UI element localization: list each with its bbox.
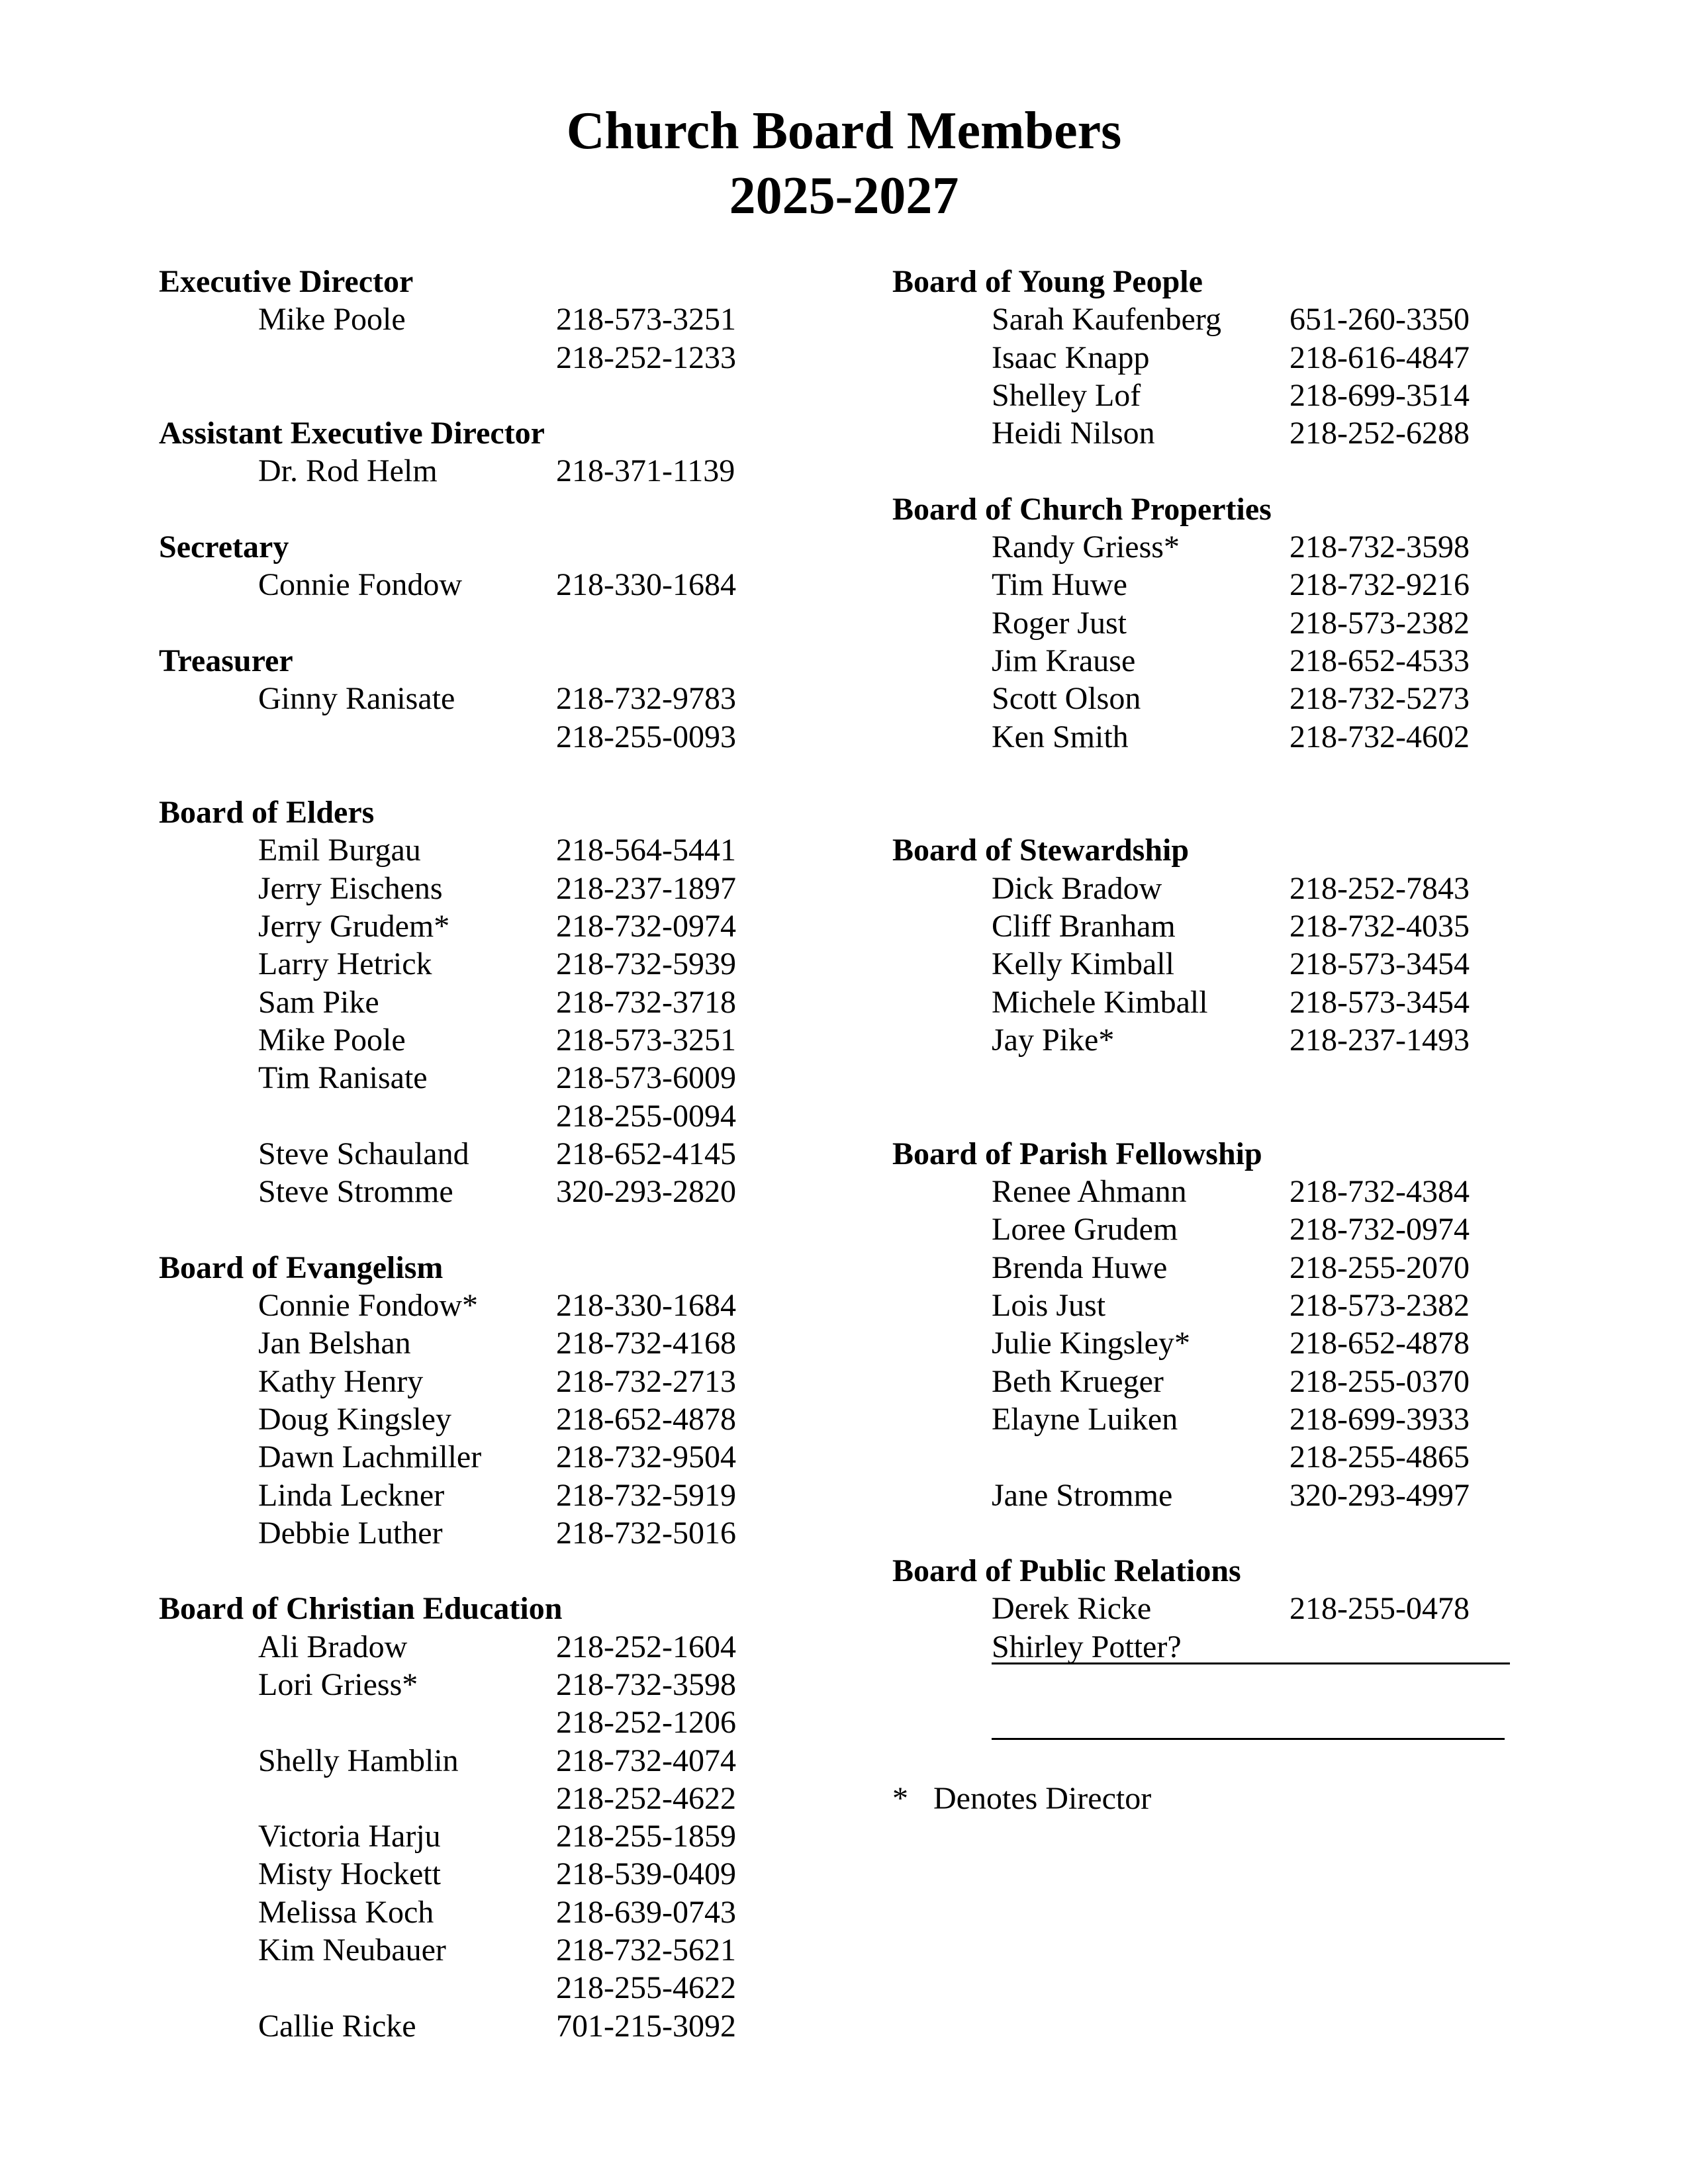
member-name: Larry Hetrick — [258, 946, 432, 982]
member-name: Mike Poole — [258, 302, 406, 338]
board-section — [892, 1552, 1554, 1666]
member-name: Isaac Knapp — [992, 340, 1150, 375]
member-row — [159, 718, 920, 756]
member-phone: 218-252-1604 — [556, 1629, 736, 1664]
board-section — [159, 794, 920, 1210]
member-row — [892, 414, 1554, 452]
member-name: Shelley Lof — [992, 377, 1141, 413]
member-phone: 218-255-4865 — [1289, 1439, 1470, 1475]
member-phone: 218-573-2382 — [1289, 605, 1470, 641]
member-phone: 218-255-0094 — [556, 1098, 736, 1134]
blank-row — [892, 1704, 1554, 1741]
left-column — [159, 263, 920, 2045]
section-spacer — [892, 756, 1554, 832]
member-name: Steve Schauland — [258, 1136, 469, 1171]
member-phone: 218-255-0370 — [1289, 1363, 1470, 1399]
member-row — [892, 907, 1554, 945]
member-name: Ken Smith — [992, 719, 1129, 754]
section-spacer — [892, 1514, 1554, 1552]
board-section — [892, 263, 1554, 452]
member-row — [159, 1363, 920, 1400]
blank-line — [992, 1738, 1505, 1740]
member-name: Tim Huwe — [992, 567, 1127, 603]
member-name: Emil Burgau — [258, 833, 421, 868]
member-row — [159, 1097, 920, 1135]
member-name: Callie Ricke — [258, 2008, 416, 2044]
member-phone: 218-652-4533 — [1289, 643, 1470, 678]
page-title — [0, 99, 1688, 228]
section-heading: Board of Stewardship — [892, 833, 1190, 868]
section-spacer — [892, 1666, 1554, 1704]
member-row — [159, 1324, 920, 1362]
section-spacer — [892, 1059, 1554, 1135]
member-phone: 218-732-5919 — [556, 1477, 736, 1513]
member-row — [159, 907, 920, 945]
member-row — [892, 983, 1554, 1021]
member-phone: 218-652-4145 — [556, 1136, 736, 1171]
member-phone: 218-255-1859 — [556, 1819, 736, 1854]
member-phone: 218-732-5273 — [1289, 681, 1470, 717]
member-phone: 218-330-1684 — [556, 1288, 736, 1324]
section-heading: Secretary — [159, 529, 289, 565]
member-row — [159, 831, 920, 869]
member-row — [892, 718, 1554, 756]
member-phone: 218-330-1684 — [556, 567, 736, 603]
member-name: Mike Poole — [258, 1022, 406, 1058]
member-phone: 218-732-0974 — [1289, 1212, 1470, 1248]
member-row — [159, 1400, 920, 1438]
member-row — [159, 452, 920, 490]
member-row — [159, 1173, 920, 1210]
member-row — [892, 377, 1554, 414]
member-row — [159, 1287, 920, 1324]
member-row — [892, 1210, 1554, 1248]
member-phone: 218-255-0093 — [556, 719, 736, 754]
section-heading: Board of Evangelism — [159, 1250, 444, 1285]
member-row — [159, 1742, 920, 1780]
member-name: Renee Ahmann — [992, 1174, 1187, 1210]
member-row — [159, 1514, 920, 1552]
member-phone: 218-573-3454 — [1289, 946, 1470, 982]
member-name: Lois Just — [992, 1288, 1106, 1324]
member-row — [892, 339, 1554, 377]
member-name: Connie Fondow — [258, 567, 463, 603]
member-row — [892, 1363, 1554, 1400]
member-row — [892, 1324, 1554, 1362]
member-phone: 218-732-4384 — [1289, 1174, 1470, 1210]
member-name: Ali Bradow — [258, 1629, 408, 1664]
member-row — [159, 1021, 920, 1059]
section-heading: Board of Church Properties — [892, 491, 1272, 527]
member-row — [159, 983, 920, 1021]
member-phone: 218-732-9783 — [556, 681, 736, 717]
member-phone: 218-252-4622 — [556, 1780, 736, 1816]
section-spacer — [159, 490, 920, 528]
member-phone: 218-699-3933 — [1289, 1401, 1470, 1437]
member-phone: 218-616-4847 — [1289, 340, 1470, 375]
member-row — [159, 566, 920, 604]
member-row — [159, 1855, 920, 1893]
member-phone: 218-732-5621 — [556, 1933, 736, 1968]
member-name: Loree Grudem — [992, 1212, 1178, 1248]
member-phone: 218-237-1897 — [556, 870, 736, 906]
member-name: Jane Stromme — [992, 1477, 1173, 1513]
member-row — [159, 870, 920, 907]
member-phone: 218-255-4622 — [556, 1970, 736, 2006]
member-name: Brenda Huwe — [992, 1250, 1168, 1285]
title-line-2: 2025-2027 — [729, 166, 959, 225]
member-name: Misty Hockett — [258, 1856, 441, 1892]
section-spacer — [159, 756, 920, 794]
section-spacer — [892, 452, 1554, 490]
member-row — [159, 1893, 920, 1931]
member-row — [159, 1704, 920, 1741]
member-phone: 218-639-0743 — [556, 1894, 736, 1930]
member-name: Roger Just — [992, 605, 1127, 641]
member-name: Doug Kingsley — [258, 1401, 451, 1437]
member-name: Dr. Rod Helm — [258, 453, 438, 489]
member-row — [159, 1931, 920, 1969]
member-name: Jerry Eischens — [258, 870, 443, 906]
member-row — [159, 1477, 920, 1514]
member-row — [892, 870, 1554, 907]
member-phone: 218-732-5016 — [556, 1515, 736, 1551]
member-row — [159, 1780, 920, 1817]
member-phone: 218-564-5441 — [556, 833, 736, 868]
section-spacer — [159, 1552, 920, 1590]
member-phone: 218-732-3718 — [556, 984, 736, 1020]
member-name: Cliff Branham — [992, 909, 1176, 944]
board-section — [892, 831, 1554, 1059]
board-section — [159, 1249, 920, 1552]
section-heading: Executive Director — [159, 264, 414, 299]
section-heading: Board of Public Relations — [892, 1553, 1241, 1589]
board-section — [159, 1590, 920, 2045]
section-heading: Assistant Executive Director — [159, 416, 545, 451]
section-spacer — [892, 1742, 1554, 1780]
footnote-symbol: * — [892, 1780, 908, 1816]
section-spacer — [159, 377, 920, 414]
member-name: Jim Krause — [992, 643, 1136, 678]
blank-line — [992, 1662, 1510, 1664]
member-phone: 218-255-2070 — [1289, 1250, 1470, 1285]
member-name: Jerry Grudem* — [258, 909, 450, 944]
member-name: Shelly Hamblin — [258, 1743, 459, 1778]
member-phone: 218-539-0409 — [556, 1856, 736, 1892]
member-phone: 218-573-2382 — [1289, 1288, 1470, 1324]
member-row — [159, 1666, 920, 1704]
member-row — [892, 604, 1554, 642]
member-row — [159, 2007, 920, 2045]
member-row — [159, 1059, 920, 1097]
member-phone: 218-252-6288 — [1289, 416, 1470, 451]
member-phone: 218-652-4878 — [556, 1401, 736, 1437]
member-phone: 320-293-4997 — [1289, 1477, 1470, 1513]
member-name: Victoria Harju — [258, 1819, 441, 1854]
member-phone: 218-252-1233 — [556, 340, 736, 375]
member-phone: 218-255-0478 — [1289, 1591, 1470, 1627]
footnote — [892, 1780, 1554, 1817]
board-section — [892, 1135, 1554, 1514]
member-phone: 218-732-4035 — [1289, 909, 1470, 944]
member-phone: 218-252-1206 — [556, 1705, 736, 1741]
member-phone: 218-732-2713 — [556, 1363, 736, 1399]
member-name: Kelly Kimball — [992, 946, 1174, 982]
member-row — [892, 945, 1554, 983]
member-phone: 651-260-3350 — [1289, 302, 1470, 338]
board-section — [159, 642, 920, 756]
member-name: Connie Fondow* — [258, 1288, 479, 1324]
member-phone: 218-732-4602 — [1289, 719, 1470, 754]
member-row — [892, 680, 1554, 717]
member-name: Tim Ranisate — [258, 1060, 428, 1096]
member-row — [892, 1173, 1554, 1210]
member-name: Michele Kimball — [992, 984, 1208, 1020]
member-phone: 218-573-3251 — [556, 302, 736, 338]
member-phone: 218-732-0974 — [556, 909, 736, 944]
member-phone: 218-732-3598 — [556, 1666, 736, 1702]
section-heading: Board of Elders — [159, 795, 375, 831]
board-section — [159, 414, 920, 490]
board-section — [159, 528, 920, 604]
member-name: Melissa Koch — [258, 1894, 434, 1930]
member-phone: 701-215-3092 — [556, 2008, 736, 2044]
section-spacer — [159, 1210, 920, 1248]
member-name: Elayne Luiken — [992, 1401, 1178, 1437]
member-row — [892, 300, 1554, 338]
member-name: Beth Krueger — [992, 1363, 1164, 1399]
member-phone: 218-732-4168 — [556, 1326, 736, 1361]
member-name: Jay Pike* — [992, 1022, 1115, 1058]
member-phone: 218-652-4878 — [1289, 1326, 1470, 1361]
board-section — [892, 490, 1554, 756]
member-row — [159, 680, 920, 717]
member-name: Jan Belshan — [258, 1326, 411, 1361]
member-row — [892, 1438, 1554, 1476]
member-phone: 218-573-3251 — [556, 1022, 736, 1058]
member-phone: 218-732-3598 — [1289, 529, 1470, 565]
member-name: Dick Bradow — [992, 870, 1162, 906]
member-name: Ginny Ranisate — [258, 681, 455, 717]
member-row — [159, 300, 920, 338]
member-row — [159, 339, 920, 377]
member-row — [892, 1628, 1554, 1666]
section-spacer — [159, 604, 920, 642]
member-name: Steve Stromme — [258, 1174, 453, 1210]
member-name: Sarah Kaufenberg — [992, 302, 1221, 338]
right-column — [892, 263, 1554, 1817]
member-phone: 218-732-5939 — [556, 946, 736, 982]
member-row — [892, 1590, 1554, 1627]
member-phone: 218-732-9216 — [1289, 567, 1470, 603]
section-heading: Treasurer — [159, 643, 293, 678]
section-heading: Board of Christian Education — [159, 1591, 563, 1627]
member-name: Shirley Potter? — [992, 1629, 1182, 1664]
member-row — [159, 1969, 920, 2007]
member-row — [892, 1287, 1554, 1324]
member-phone: 218-732-4074 — [556, 1743, 736, 1778]
section-heading: Board of Parish Fellowship — [892, 1136, 1262, 1171]
member-phone: 320-293-2820 — [556, 1174, 736, 1210]
member-name: Randy Griess* — [992, 529, 1180, 565]
member-phone: 218-573-6009 — [556, 1060, 736, 1096]
member-name: Kathy Henry — [258, 1363, 424, 1399]
title-line-1: Church Board Members — [566, 102, 1122, 160]
member-phone: 218-252-7843 — [1289, 870, 1470, 906]
member-name: Heidi Nilson — [992, 416, 1155, 451]
board-section — [159, 263, 920, 377]
member-name: Sam Pike — [258, 984, 379, 1020]
member-row — [892, 642, 1554, 680]
member-row — [159, 1135, 920, 1173]
member-row — [892, 1021, 1554, 1059]
member-name: Lori Griess* — [258, 1666, 418, 1702]
member-name: Debbie Luther — [258, 1515, 443, 1551]
member-name: Derek Ricke — [992, 1591, 1152, 1627]
member-row — [159, 1628, 920, 1666]
member-phone: 218-699-3514 — [1289, 377, 1470, 413]
footnote-text: Denotes Director — [933, 1780, 1152, 1816]
member-phone: 218-732-9504 — [556, 1439, 736, 1475]
member-row — [892, 1249, 1554, 1287]
member-row — [159, 945, 920, 983]
section-heading: Board of Young People — [892, 264, 1203, 299]
member-phone: 218-237-1493 — [1289, 1022, 1470, 1058]
member-row — [892, 566, 1554, 604]
member-name: Dawn Lachmiller — [258, 1439, 482, 1475]
member-name: Kim Neubauer — [258, 1933, 446, 1968]
member-phone: 218-371-1139 — [556, 453, 735, 489]
member-row — [892, 528, 1554, 566]
member-row — [892, 1400, 1554, 1438]
member-name: Linda Leckner — [258, 1477, 445, 1513]
member-row — [892, 1477, 1554, 1514]
member-name: Scott Olson — [992, 681, 1141, 717]
member-name: Julie Kingsley* — [992, 1326, 1190, 1361]
member-row — [159, 1817, 920, 1855]
member-phone: 218-573-3454 — [1289, 984, 1470, 1020]
member-row — [159, 1438, 920, 1476]
